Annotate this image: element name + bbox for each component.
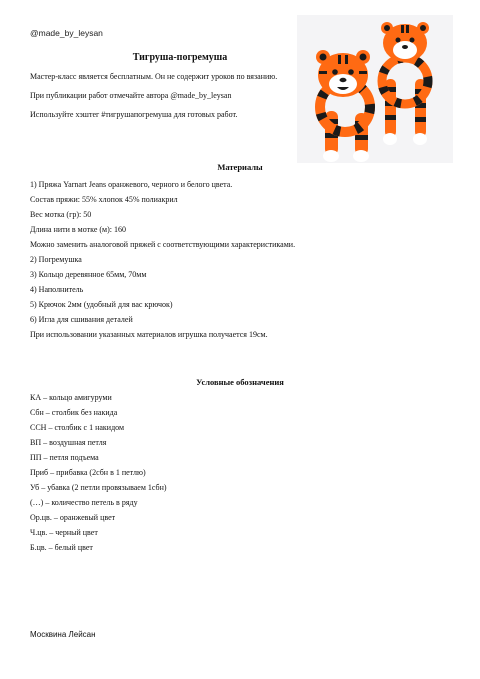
list-item: Сбн – столбик без накида xyxy=(30,408,118,417)
list-item: 1) Пряжа Yarnart Jeans оранжевого, черного и белого цвета. xyxy=(30,180,233,189)
author-handle: @made_by_leysan xyxy=(30,28,103,38)
list-item: (…) – количество петель в ряду xyxy=(30,498,138,507)
list-item: При использовании указанных материалов игрушка получается 19см. xyxy=(30,330,268,339)
intro-line: При публикации работ отмечайте автора @made_by_leysan xyxy=(30,91,232,100)
materials-list xyxy=(30,177,470,342)
author-name: Москвина Лейсан xyxy=(30,630,96,639)
tiger-toys-photo xyxy=(297,15,453,163)
tiger-rattle-illustration xyxy=(297,15,453,163)
list-item: Б.цв. – белый цвет xyxy=(30,543,93,552)
list-item: 6) Игла для сшивания деталей xyxy=(30,315,133,324)
intro-line: Используйте хэштег #тигрушапогремуша для готовых работ. xyxy=(30,110,238,119)
list-item: Приб – прибавка (2сбн в 1 петлю) xyxy=(30,468,146,477)
list-item: 4) Наполнитель xyxy=(30,285,84,294)
list-item: Можно заменить аналоговой пряжей с соответствующими характеристиками. xyxy=(30,240,296,249)
list-item: Длина нити в мотке (м): 160 xyxy=(30,225,126,234)
materials-heading: Материалы xyxy=(217,162,263,172)
list-item: Ч.цв. – черный цвет xyxy=(30,528,98,537)
back-tiger xyxy=(381,22,429,145)
page-title: Тигруша-погремуша xyxy=(132,52,228,63)
list-item: ПП – петля подъема xyxy=(30,453,99,462)
legend-list xyxy=(30,390,470,555)
intro-block xyxy=(30,70,292,127)
list-item: ВП – воздушная петля xyxy=(30,438,107,447)
intro-line: Мастер-класс является бесплатным. Он не содержит уроков по вязанию. xyxy=(30,72,278,81)
list-item: ССН – столбик с 1 накидом xyxy=(30,423,125,432)
list-item: Уб – убавка (2 петли провязываем 1сбн) xyxy=(30,483,167,492)
legend-heading: Условные обозначения xyxy=(196,377,284,387)
list-item: 5) Крючок 2мм (удобный для вас крючок) xyxy=(30,300,173,309)
list-item: Состав пряжи: 55% хлопок 45% полиакрил xyxy=(30,195,178,204)
front-tiger xyxy=(316,50,370,162)
list-item: КА – кольцо амигуруми xyxy=(30,393,112,402)
list-item: 3) Кольцо деревянное 65мм, 70мм xyxy=(30,270,147,279)
list-item: 2) Погремушка xyxy=(30,255,82,264)
list-item: Ор.цв. – оранжевый цвет xyxy=(30,513,116,522)
list-item: Вес мотка (гр): 50 xyxy=(30,210,92,219)
